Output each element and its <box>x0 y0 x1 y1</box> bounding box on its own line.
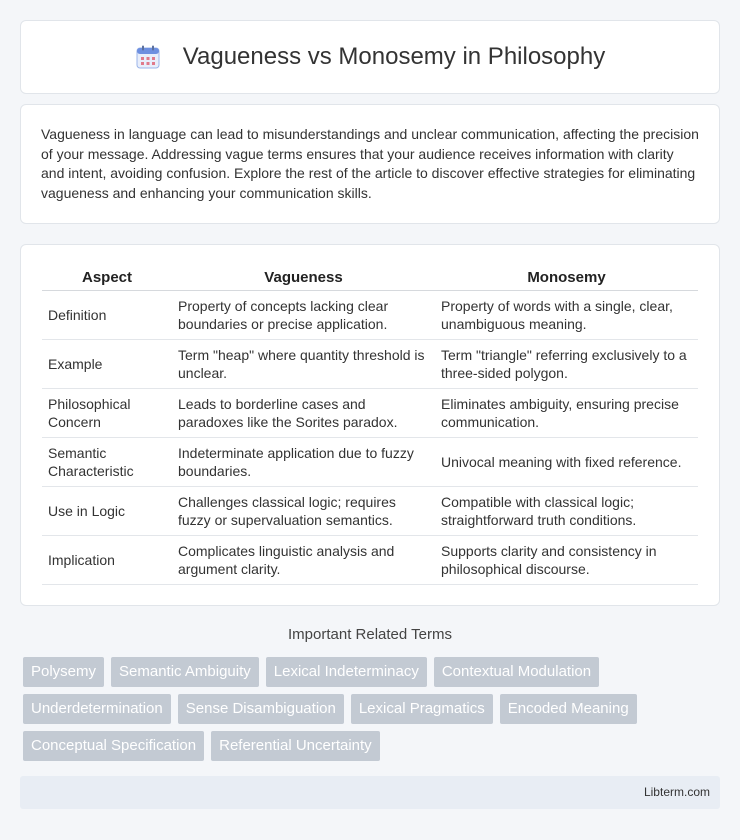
related-term-tag[interactable]: Lexical Pragmatics <box>351 694 493 724</box>
related-term-tag[interactable]: Underdetermination <box>23 694 171 724</box>
table-cell: Compatible with classical logic; straightforward truth conditions. <box>435 487 698 536</box>
table-row <box>42 487 698 536</box>
column-header-vagueness: Vagueness <box>172 265 435 291</box>
related-term-tag[interactable]: Referential Uncertainty <box>211 731 380 761</box>
related-term-tag[interactable]: Encoded Meaning <box>500 694 637 724</box>
table-row <box>42 291 698 340</box>
related-term-tag[interactable]: Conceptual Specification <box>23 731 204 761</box>
table-row <box>42 389 698 438</box>
table-row <box>42 340 698 389</box>
table-cell: Univocal meaning with fixed reference. <box>435 438 698 487</box>
table-cell: Use in Logic <box>42 487 172 536</box>
footer <box>20 776 720 809</box>
related-term-tag[interactable]: Polysemy <box>23 657 104 687</box>
comparison-table-card <box>20 244 720 606</box>
table-cell: Indeterminate application due to fuzzy boundaries. <box>172 438 435 487</box>
calendar-icon <box>135 44 161 70</box>
table-row <box>42 438 698 487</box>
table-cell: Complicates linguistic analysis and argument clarity. <box>172 536 435 585</box>
related-terms-list <box>23 657 723 761</box>
table-cell: Challenges classical logic; requires fuzzy or supervaluation semantics. <box>172 487 435 536</box>
table-cell: Term "triangle" referring exclusively to a three-sided polygon. <box>435 340 698 389</box>
table-cell: Term "heap" where quantity threshold is unclear. <box>172 340 435 389</box>
intro-card <box>20 104 720 224</box>
comparison-table <box>42 265 698 585</box>
table-cell: Leads to borderline cases and paradoxes like the Sorites paradox. <box>172 389 435 438</box>
table-cell: Property of concepts lacking clear boundaries or precise application. <box>172 291 435 340</box>
column-header-monosemy: Monosemy <box>435 265 698 291</box>
column-header-aspect: Aspect <box>42 265 172 291</box>
table-cell: Eliminates ambiguity, ensuring precise communication. <box>435 389 698 438</box>
table-cell: Definition <box>42 291 172 340</box>
related-term-tag[interactable]: Sense Disambiguation <box>178 694 344 724</box>
related-term-tag[interactable]: Semantic Ambiguity <box>111 657 259 687</box>
related-term-tag[interactable]: Contextual Modulation <box>434 657 599 687</box>
intro-text: Vagueness in language can lead to misunderstandings and unclear communication, affecting the precision of your message. Addressing vague terms ensures that your audience receives information with clarity and intent, avoiding confusion. Explore the rest of the article to discover effective strategies for eliminating vagueness and enhancing your communication skills. <box>41 126 699 201</box>
table-cell: Implication <box>42 536 172 585</box>
table-row <box>42 536 698 585</box>
table-cell: Property of words with a single, clear, unambiguous meaning. <box>435 291 698 340</box>
table-header-row <box>42 265 698 291</box>
table-cell: Philosophical Concern <box>42 389 172 438</box>
related-terms-title: Important Related Terms <box>288 626 452 643</box>
table-cell: Semantic Characteristic <box>42 438 172 487</box>
table-cell: Example <box>42 340 172 389</box>
related-term-tag[interactable]: Lexical Indeterminacy <box>266 657 427 687</box>
header-card <box>20 20 720 94</box>
table-cell: Supports clarity and consistency in philosophical discourse. <box>435 536 698 585</box>
footer-site-link[interactable]: Libterm.com <box>643 785 710 799</box>
page-title: Vagueness vs Monosemy in Philosophy <box>182 43 606 70</box>
